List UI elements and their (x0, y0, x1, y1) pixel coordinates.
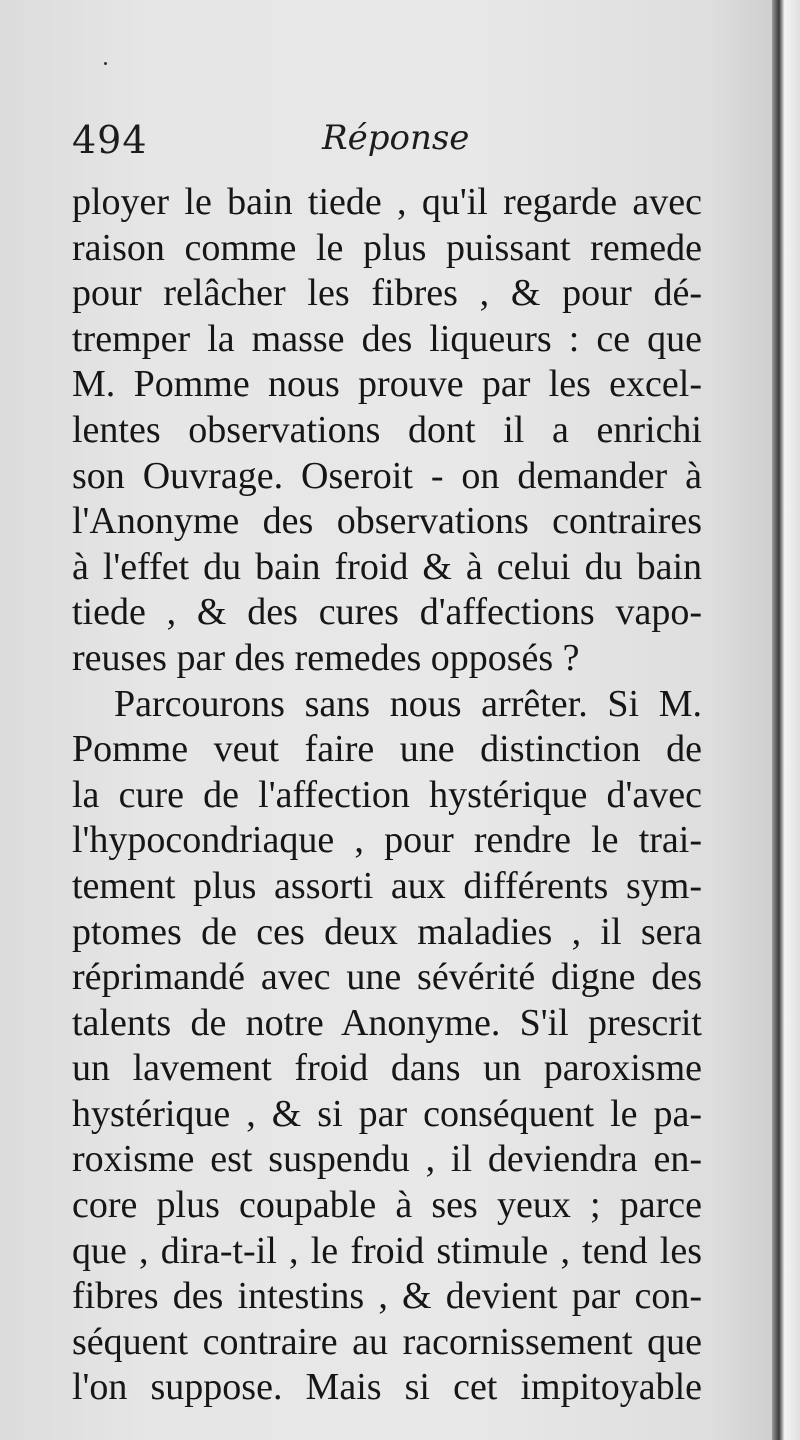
text-line: son Ouvrage. Oseroit - on demander à (72, 454, 702, 497)
text-line: pour relâcher les fibres , & pour dé- (72, 272, 702, 315)
text-line: core plus coupable à ses yeux ; parce (72, 1184, 702, 1227)
body-text (72, 180, 702, 1411)
text-line: M. Pomme nous prouve par les excel- (72, 363, 702, 406)
text-line: Pomme veut faire une distinction de (72, 728, 702, 771)
text-line: ptomes de ces deux maladies , il sera (72, 910, 702, 953)
text-line: talents de notre Anonyme. S'il prescrit (72, 1001, 702, 1044)
text-line: fibres des intestins , & devient par con- (72, 1275, 702, 1318)
text-line: que , dira-t-il , le froid stimule , tend les (72, 1229, 702, 1272)
running-title: Réponse (322, 118, 470, 158)
text-line: roxisme est suspendu , il deviendra en- (72, 1138, 702, 1181)
text-line: à l'effet du bain froid & à celui du bain (72, 545, 702, 588)
text-line: réprimandé avec une sévérité digne des (72, 956, 702, 999)
ink-speck (104, 62, 107, 65)
text-line: lentes observations dont il a enrichi (72, 408, 702, 451)
page-number: 494 (72, 118, 148, 162)
text-line: l'hypocondriaque , pour rendre le trai- (72, 819, 702, 862)
text-line: l'Anonyme des observations contraires (72, 500, 702, 543)
text-line: tement plus assorti aux différents sym- (72, 864, 702, 907)
page-header (72, 118, 702, 178)
text-line: tiede , & des cures d'affections vapo- (72, 591, 702, 634)
text-line: séquent contraire au racornissement que (72, 1320, 702, 1363)
text-line: hystérique , & si par conséquent le pa- (72, 1092, 702, 1135)
paragraph-first-line: Parcourons sans nous arrêter. Si M. (114, 682, 702, 725)
text-line: reuses par des remedes opposés ? (72, 636, 580, 679)
page-gutter-edge (772, 0, 800, 1440)
text-line: un lavement froid dans un paroxisme (72, 1047, 702, 1090)
text-line: raison comme le plus puissant remede (72, 226, 702, 269)
text-line: l'on suppose. Mais si cet impitoyable (72, 1366, 702, 1409)
text-line: ployer le bain tiede , qu'il regarde avec (72, 181, 702, 223)
text-line: tremper la masse des liqueurs : ce que (72, 317, 702, 360)
text-line: la cure de l'affection hystérique d'avec (72, 773, 702, 816)
